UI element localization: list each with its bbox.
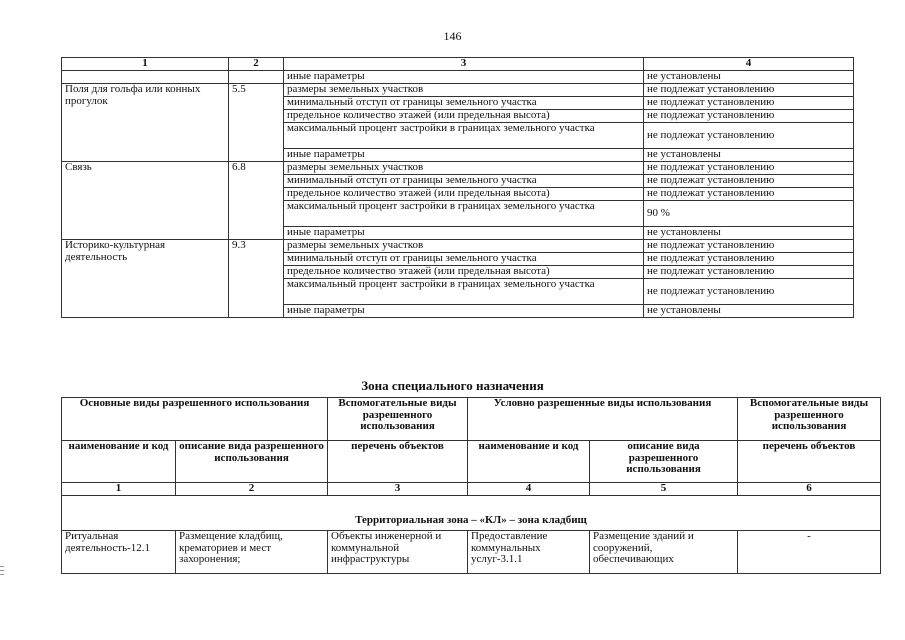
column-number: 4 (468, 483, 590, 496)
sub-header-row (62, 441, 881, 483)
parameter-cell: размеры земельных участков (284, 162, 644, 175)
use-type-name: Связь (62, 162, 229, 240)
table-row (62, 240, 854, 253)
parameter-cell: иные параметры (284, 149, 644, 162)
column-number: 2 (176, 483, 328, 496)
empty-cell (62, 71, 229, 84)
objects-list-header: перечень объектов (738, 441, 881, 483)
objects-list-cell: - (738, 531, 881, 574)
main-uses-header: Основные виды разрешенного использования (62, 398, 328, 441)
value-cell: не подлежат установлению (644, 266, 854, 279)
column-number: 5 (590, 483, 738, 496)
value-cell: 90 % (644, 201, 854, 227)
use-type-name: Поля для гольфа или конных прогулок (62, 84, 229, 162)
column-number-row (62, 483, 881, 496)
parameter-cell: иные параметры (284, 305, 644, 318)
table-row (62, 71, 854, 84)
zone-title: Территориальная зона – «КЛ» – зона кладбищ (62, 496, 881, 531)
column-number: 3 (328, 483, 468, 496)
zone-row (62, 496, 881, 531)
auxiliary-uses-header: Вспомогательные виды разрешенного использования (328, 398, 468, 441)
table-row (62, 162, 854, 175)
parameter-cell: размеры земельных участков (284, 84, 644, 97)
parameter-cell: минимальный отступ от границы земельного участка (284, 97, 644, 110)
value-cell: не подлежат установлению (644, 110, 854, 123)
value-cell: не подлежат установлению (644, 253, 854, 266)
use-name-code-cell: Ритуальная деятельность-12.1 (62, 531, 176, 574)
parameter-cell: размеры земельных участков (284, 240, 644, 253)
parameter-cell: предельное количество этажей (или предельная высота) (284, 188, 644, 201)
use-type-name: Историко-культурная деятельность (62, 240, 229, 318)
section-title: Зона специального назначения (361, 378, 544, 393)
description-header: описание вида разрешенного использования (590, 441, 738, 483)
objects-list-cell: Объекты инженерной и коммунальной инфраструктуры (328, 531, 468, 574)
zoning-table (61, 397, 881, 574)
value-cell: не подлежат установлению (644, 188, 854, 201)
parameters-table (61, 57, 854, 318)
column-number: 1 (62, 483, 176, 496)
table-row (62, 531, 881, 574)
parameter-cell: иные параметры (284, 227, 644, 240)
use-description-cell: Размещение зданий и сооружений, обеспечивающих (590, 531, 738, 574)
column-header: 1 (62, 58, 229, 71)
parameter-cell: предельное количество этажей (или предельная высота) (284, 110, 644, 123)
column-number: 6 (738, 483, 881, 496)
value-cell: не подлежат установлению (644, 175, 854, 188)
value-cell: не установлены (644, 149, 854, 162)
column-header: 2 (229, 58, 284, 71)
page-number: 146 (443, 29, 462, 43)
value-cell: не подлежат установлению (644, 279, 854, 305)
value-cell: не установлены (644, 227, 854, 240)
use-description-cell: Размещение кладбищ, крематориев и мест захоронения; (176, 531, 328, 574)
use-type-code: 6.8 (229, 162, 284, 240)
parameter-cell: предельное количество этажей (или предельная высота) (284, 266, 644, 279)
value-cell: не подлежат установлению (644, 240, 854, 253)
value-cell: не подлежат установлению (644, 123, 854, 149)
scan-edge-mark (0, 574, 4, 575)
parameter-cell: максимальный процент застройки в границах земельного участка (284, 201, 644, 227)
value-cell: не установлены (644, 71, 854, 84)
column-header: 4 (644, 58, 854, 71)
use-type-code: 9.3 (229, 240, 284, 318)
table-row (62, 84, 854, 97)
parameter-cell: максимальный процент застройки в границах земельного участка (284, 279, 644, 305)
value-cell: не установлены (644, 305, 854, 318)
parameter-cell: иные параметры (284, 71, 644, 84)
value-cell: не подлежат установлению (644, 84, 854, 97)
objects-list-header: перечень объектов (328, 441, 468, 483)
description-header: описание вида разрешенного использования (176, 441, 328, 483)
column-header: 3 (284, 58, 644, 71)
empty-cell (229, 71, 284, 84)
group-header-row (62, 398, 881, 441)
table-header-row (62, 58, 854, 71)
name-code-header: наименование и код (62, 441, 176, 483)
parameter-cell: минимальный отступ от границы земельного участка (284, 175, 644, 188)
parameter-cell: максимальный процент застройки в границах земельного участка (284, 123, 644, 149)
value-cell: не подлежат установлению (644, 162, 854, 175)
use-name-code-cell: Предоставление коммунальных услуг-3.1.1 (468, 531, 590, 574)
scan-edge-mark (0, 566, 4, 567)
use-type-code: 5.5 (229, 84, 284, 162)
scan-edge-mark (0, 570, 4, 571)
value-cell: не подлежат установлению (644, 97, 854, 110)
parameter-cell: минимальный отступ от границы земельного участка (284, 253, 644, 266)
auxiliary-uses-header: Вспомогательные виды разрешенного использования (738, 398, 881, 441)
name-code-header: наименование и код (468, 441, 590, 483)
conditional-uses-header: Условно разрешенные виды использования (468, 398, 738, 441)
